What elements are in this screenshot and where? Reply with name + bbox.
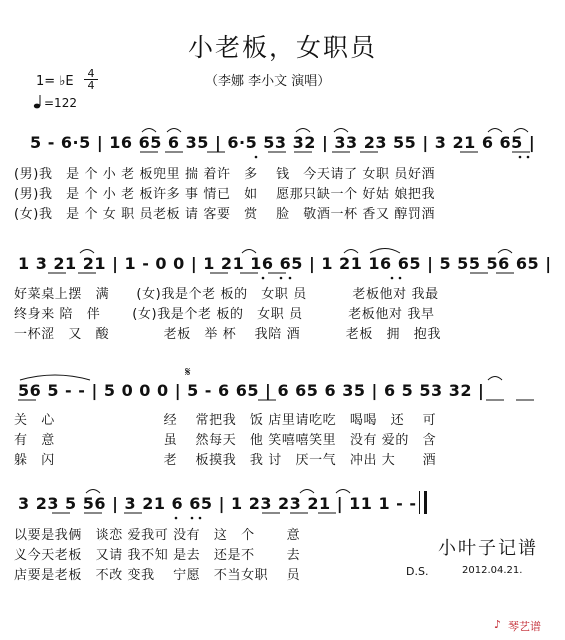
slur — [370, 249, 400, 254]
lyric-row-2-verse-1: 好菜桌上摆 满 (女)我是个老 板的 女职 员 老板他对 我最 — [14, 287, 439, 302]
slur — [498, 250, 512, 254]
notation-row-4: 3 23 5 56 | 3 21 6 65 | 1 23 23 21 | 11 1 - - — [18, 494, 417, 513]
slur — [300, 490, 314, 494]
notation-row-2: 1 3 21 21 | 1 - 0 0 | 1 21 16 65 | 1 21 16 65 | 5 55 56 65 | — [18, 254, 552, 273]
slur — [514, 129, 528, 133]
notation-row-1: 5 - 6·5 | 16 65 6 35 | 6·5 53 32 | 33 23 55 | 3 21 6 65 | — [30, 133, 536, 152]
slur — [86, 490, 100, 494]
slur — [344, 250, 358, 254]
segno-sign: 𝄋 — [185, 365, 191, 380]
ds-mark: D.S. — [406, 565, 429, 578]
key-signature: 1= ♭E — [36, 74, 74, 89]
slur — [336, 490, 350, 494]
slur — [488, 377, 502, 381]
tempo-marking: =122 — [44, 96, 77, 110]
watermark-text: 琴艺谱 — [508, 620, 541, 633]
lyric-row-3-verse-3: 躲 闪 老 板摸我 我 讨 厌一气 冲出 大 酒 — [14, 453, 437, 468]
lyric-row-2-verse-2: 终身来 陪 伴 (女)我是个老 板的 女职 员 老板他对 我早 — [14, 307, 435, 322]
slur — [242, 250, 256, 254]
slur — [296, 129, 310, 133]
lyric-row-4-verse-1: 以要是我俩 谈恋 爱我可 没有 这 个 意 — [14, 528, 301, 543]
lyric-row-3-verse-1: 关 心 经 常把我 饭 店里请吃吃 喝喝 还 可 — [14, 413, 437, 428]
transcription-date: 2012.04.21. — [462, 565, 523, 576]
lyric-row-4-verse-3: 店要是老板 不改 变我 宁愿 不当女职 员 — [14, 568, 301, 583]
lyric-row-4-verse-2: 义今天老板 又请 我不知 是去 还是不 去 — [14, 548, 301, 563]
transcriber-signature: 小叶子记谱 — [438, 538, 538, 559]
time-sig-bottom: 4 — [84, 79, 98, 91]
song-title: 小老板，女职员 — [187, 33, 377, 62]
watermark-logo-icon: ♪ — [494, 618, 502, 631]
lyric-row-1-verse-2: (男)我 是 个 小 老 板许多 事 情已 如 愿那只缺一个 好姑 娘把我 — [14, 187, 436, 202]
lyric-row-2-verse-3: 一杯涩 又 酸 老板 举 杯 我陪 酒 老板 拥 抱我 — [14, 327, 441, 342]
time-sig-top: 4 — [87, 67, 95, 80]
slur — [20, 375, 90, 380]
notation-row-3: 56 5 - - | 5 0 0 0 | 5 - 6 65 | 6 65 6 35 | 6 5 53 32 | — [18, 381, 485, 400]
slur — [142, 129, 156, 133]
lyric-row-1-verse-3: (女)我 是 个 女 职 员老板 请 客要 赏 脸 敬酒一杯 香又 醇罚酒 — [14, 207, 436, 222]
slur — [488, 129, 502, 133]
singers-credit: （李娜 李小文 演唱） — [205, 74, 331, 89]
lyric-row-3-verse-2: 有 意 虽 然每天 他 笑嘻嘻笑里 没有 爱的 含 — [14, 433, 437, 448]
slur — [334, 129, 348, 133]
slur — [80, 250, 94, 254]
slur — [167, 129, 181, 133]
lyric-row-1-verse-1: (男)我 是 个 小 老 板兜里 揣 着许 多 钱 今天请了 女职 员好酒 — [14, 167, 436, 182]
